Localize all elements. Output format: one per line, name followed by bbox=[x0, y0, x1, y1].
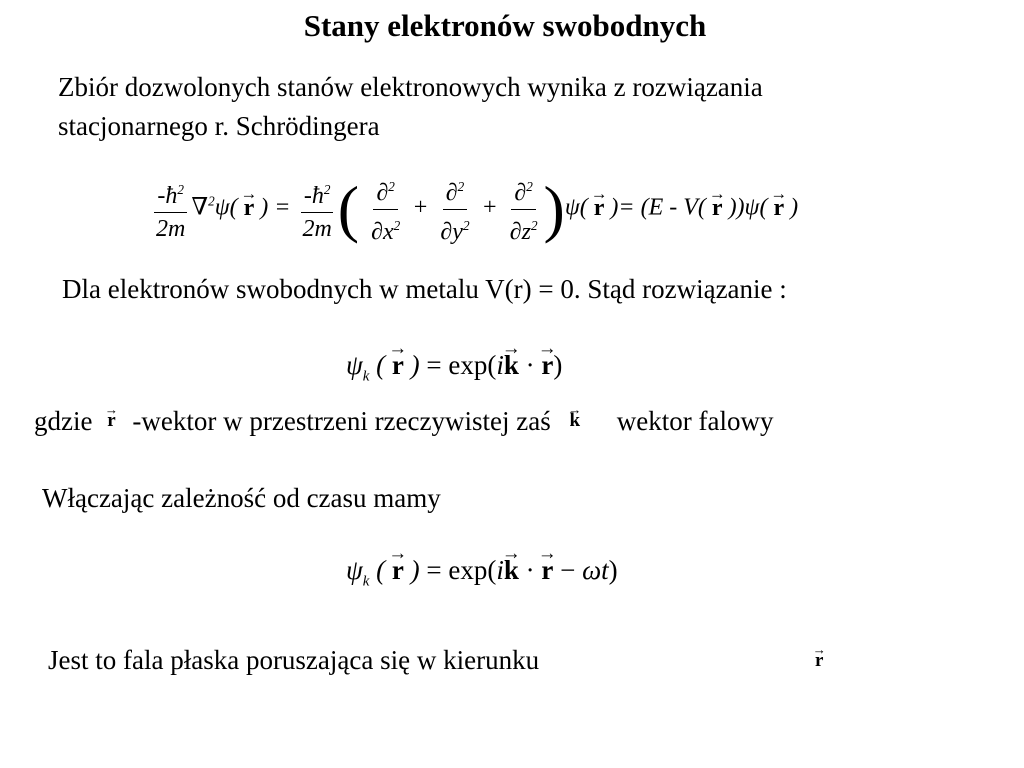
intro-paragraph bbox=[58, 68, 763, 146]
eq1-hbar-2: -ħ bbox=[303, 182, 324, 209]
gdzie-r-vector: → r bbox=[107, 410, 115, 432]
eq1-fraction-hbar-2: $\frac{-ħ^2}{2m}$ bbox=[299, 176, 334, 243]
eq3-i: i bbox=[496, 555, 504, 585]
eq3-omega-t: ωt bbox=[582, 555, 609, 585]
time-plane-wave-equation: $\psi_k$ ( → r ) = exp(i→ k · → r − ωt) bbox=[346, 555, 618, 590]
eq2-exp: exp( bbox=[448, 350, 497, 380]
eq1-nabla: ∇ bbox=[191, 194, 209, 221]
page-title: Stany elektronów swobodnych bbox=[303, 8, 707, 43]
gdzie-r-description: -wektor w przestrzeni rzeczywistej zaś bbox=[132, 406, 551, 436]
gdzie-k-description: wektor falowy bbox=[616, 406, 774, 436]
eq2-sub-k: k bbox=[362, 368, 370, 385]
eq1-r-vector-3: → r bbox=[712, 195, 723, 222]
eq1-partial-z: $\frac{\partial^2}{\partial z^2}$ bbox=[507, 173, 541, 246]
eq2-k-vector: → k bbox=[504, 350, 519, 381]
gdzie-line bbox=[34, 406, 774, 437]
gdzie-word: gdzie bbox=[34, 406, 93, 436]
free-electron-line: Dla elektronów swobodnych w metalu V(r) = 0. Stąd rozwiązanie : bbox=[62, 274, 787, 304]
eq1-close: ) bbox=[790, 194, 799, 221]
gdzie-k-vector: → k bbox=[569, 410, 580, 432]
eq1-psi-2: ψ bbox=[564, 194, 580, 221]
eq1-rhs-open: = (E - V( bbox=[618, 194, 706, 221]
plane-wave-equation: $\psi_k$ ( → r ) = exp(i→ k · → r) bbox=[346, 350, 562, 385]
eq1-partial-x: $\frac{\partial^2}{\partial x^2}$ bbox=[368, 173, 403, 246]
eq2-r-vector-2: → r bbox=[541, 350, 553, 381]
eq1-r-vector-2: → r bbox=[594, 195, 605, 222]
eq1-r-vector-4: → r bbox=[773, 195, 784, 222]
eq3-k-vector: → k bbox=[504, 555, 519, 586]
eq3-sub-k: k bbox=[362, 573, 370, 590]
eq1-2m-2: 2m bbox=[302, 215, 332, 242]
eq3-psi: ψ bbox=[346, 555, 363, 585]
time-dependence-line: Włączając zależność od czasu mamy bbox=[42, 483, 441, 513]
eq1-partial-y: $\frac{\partial^2}{\partial y^2}$ bbox=[437, 173, 472, 246]
eq1-fraction-hbar-1: $\frac{-ħ^2}{2m}$ bbox=[153, 176, 188, 243]
eq2-r-vector: → r bbox=[392, 350, 404, 381]
eq2-i: i bbox=[496, 350, 504, 380]
eq1-psi-1: ψ bbox=[214, 194, 230, 221]
plane-wave-direction-line: Jest to fala płaska poruszająca się w kierunku bbox=[48, 645, 540, 675]
eq3-exp: exp( bbox=[448, 555, 497, 585]
eq1-2m-1: 2m bbox=[156, 215, 186, 242]
eq2-psi: ψ bbox=[346, 350, 363, 380]
eq1-r-vector-1: → r bbox=[244, 195, 255, 222]
eq3-r-vector: → r bbox=[392, 555, 404, 586]
eq1-hbar-1: -ħ bbox=[157, 182, 178, 209]
intro-line-2: stacjonarnego r. Schrödingera bbox=[58, 111, 380, 141]
eq3-r-vector-2: → r bbox=[541, 555, 553, 586]
direction-r-vector: → r bbox=[815, 650, 823, 672]
eq1-rhs-mid: ))ψ( bbox=[728, 194, 768, 221]
intro-line-1: Zbiór dozwolonych stanów elektronowych wynika z rozwiązania bbox=[58, 72, 763, 102]
schrodinger-equation: $\frac{-ħ^2}{2m}$ ∇$^2$ψ( → r ) = $\frac{-ħ^2}{2m}$ ( $\frac{\partial^2}{\partial x^2}$ + $\frac{\partial^2}{\partial y^2}$ + $\frac{\partial^2}{\partial z^2}$ )ψ( → r )= (E - V( → r ))ψ( → r ) bbox=[150, 172, 798, 246]
